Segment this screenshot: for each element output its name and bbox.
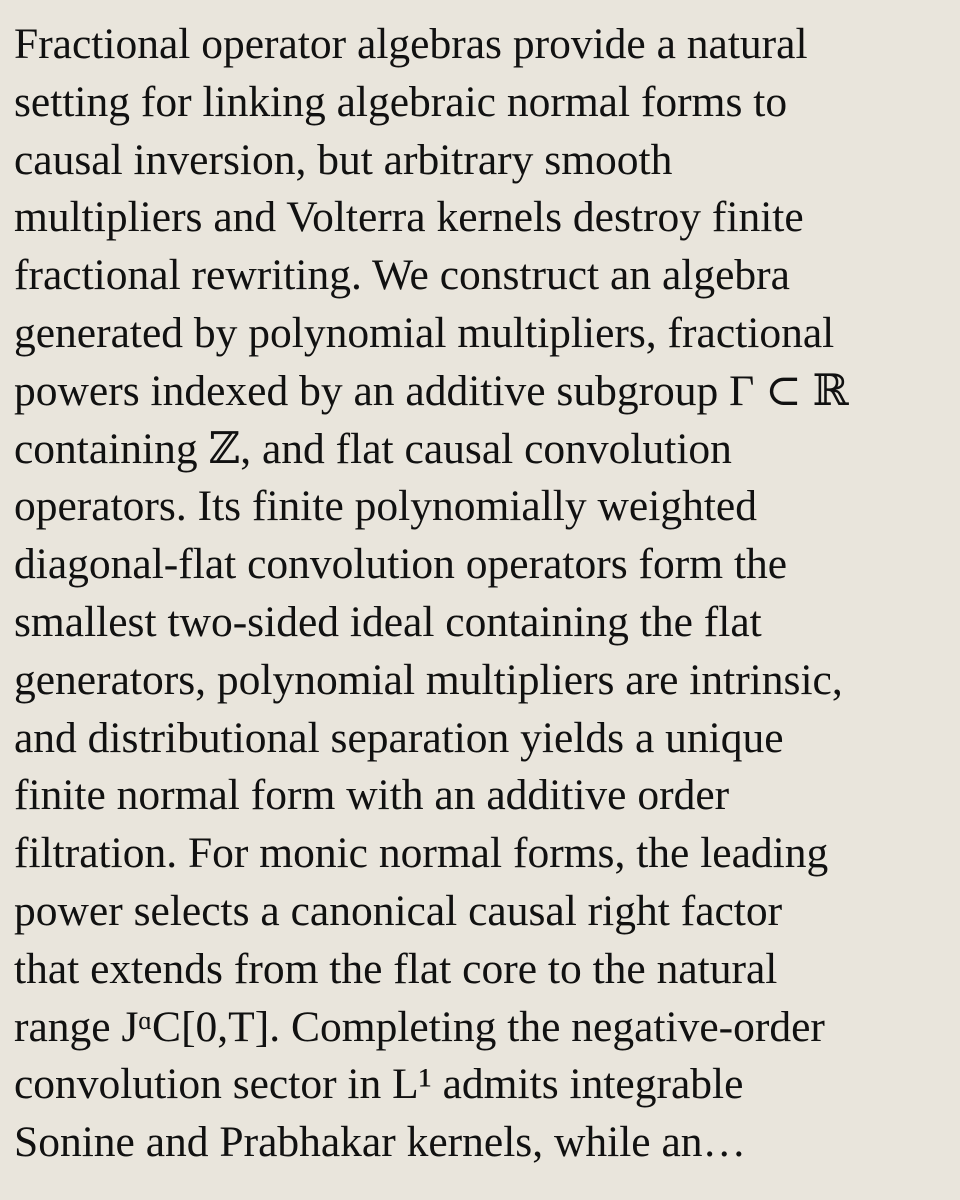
- abstract-line: fractional rewriting. We construct an algebra: [14, 251, 790, 300]
- abstract-line: generators, polynomial multipliers are intrinsic,: [14, 655, 843, 704]
- abstract-line: setting for linking algebraic normal forms to: [14, 77, 788, 126]
- abstract-line: diagonal-flat convolution operators form the: [14, 540, 788, 589]
- abstract-line: operators. Its finite polynomially weighted: [14, 482, 757, 531]
- abstract-line: that extends from the flat core to the natural: [14, 944, 778, 993]
- abstract-line: Fractional operator algebras provide a natural: [14, 20, 808, 68]
- abstract-line: smallest two-sided ideal containing the flat: [14, 597, 762, 646]
- abstract-line: power selects a canonical causal right factor: [14, 886, 783, 935]
- abstract-line: range JᵅC[0,T]. Completing the negative-order: [14, 1002, 825, 1051]
- abstract-line: generated by polynomial multipliers, fractional: [14, 308, 835, 357]
- abstract-line: filtration. For monic normal forms, the leading: [14, 829, 829, 878]
- abstract-line: and distributional separation yields a unique: [14, 713, 784, 762]
- abstract-line: convolution sector in L¹ admits integrable: [14, 1060, 744, 1109]
- abstract-line: multipliers and Volterra kernels destroy finite: [14, 193, 804, 242]
- abstract-text: [14, 16, 960, 1172]
- abstract-line: containing ℤ, and flat causal convolution: [14, 424, 732, 473]
- abstract-line: causal inversion, but arbitrary smooth: [14, 135, 673, 184]
- abstract-line: finite normal form with an additive order: [14, 771, 730, 820]
- abstract-line: Sonine and Prabhakar kernels, while an…: [14, 1118, 747, 1167]
- abstract-line: powers indexed by an additive subgroup Γ ⊂ ℝ: [14, 366, 849, 415]
